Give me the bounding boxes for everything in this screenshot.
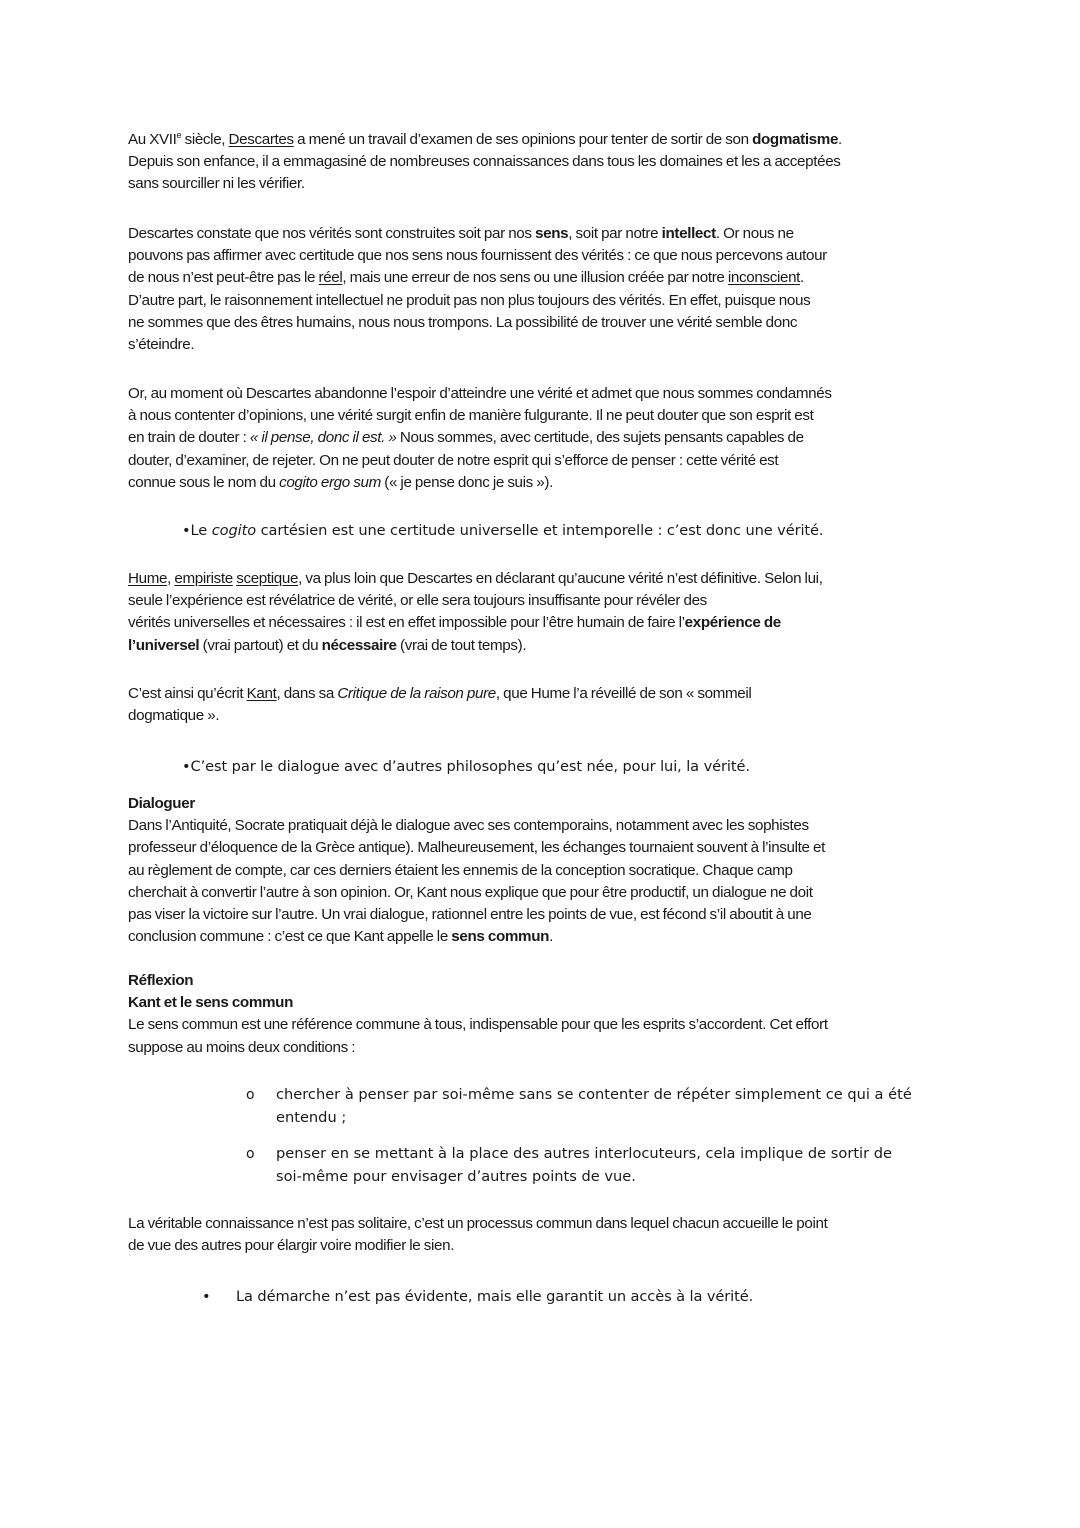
text: , dans sa [276, 685, 338, 702]
underlined-term: Kant [246, 685, 277, 702]
text-line: La véritable connaissance n’est pas solitaire, c’est un processus commun dans lequel chacun accueille le point [128, 1215, 828, 1232]
text-line: penser en se mettant à la place des autres interlocuteurs, cela implique de sortir de [276, 1145, 892, 1162]
paragraph-kant-critique [128, 683, 958, 727]
italic-quote: « il pense, donc il est. » [249, 429, 397, 447]
text: vérités universelles et nécessaires : il est en effet impossible pour l’être humain de faire l’ [128, 614, 685, 632]
paragraph-conclusion [128, 1213, 958, 1257]
text-line: soi-même pour envisager d’autres points de vue. [276, 1167, 636, 1185]
text: siècle, [181, 131, 229, 148]
section-heading: Dialoguer [128, 795, 195, 812]
paragraph-cogito [128, 383, 958, 494]
text: C’est par le dialogue avec d’autres philosophes qu’est née, pour lui, la vérité. [190, 758, 750, 775]
underlined-term: réel [318, 269, 343, 287]
text: . [838, 131, 842, 148]
text-line: pouvons pas affirmer avec certitude que nos sens nous fournissent des vérités : ce que nous percevons autour [128, 247, 827, 265]
text-line: suppose au moins deux conditions : [128, 1038, 356, 1056]
text-line: sans sourciller ni les vérifier. [128, 175, 305, 193]
underlined-term: Hume [128, 570, 168, 587]
bold-term: dogmatisme [752, 131, 839, 148]
text: connue sous le nom du [128, 473, 280, 491]
paragraph-sens-intellect [128, 223, 958, 356]
condition-item [246, 1143, 892, 1188]
text-line: douter, d’examiner, de rejeter. On ne peut douter de notre esprit qui s’efforce de penser : cette vérité est [128, 451, 779, 469]
italic-term: cogito ergo sum [279, 473, 381, 491]
bold-term: intellect [661, 225, 716, 242]
bold-term: sens commun [451, 928, 550, 946]
text: en train de douter : [128, 429, 250, 447]
hollow-bullet-icon: o [246, 1087, 255, 1103]
section-reflexion [128, 970, 958, 1059]
bullet-icon: • [182, 522, 191, 539]
text-line: à nous contenter d’opinions, une vérité surgit enfin de manière fulgurante. Il ne peut douter que son esprit est [128, 407, 814, 425]
bold-term: l’universel [128, 636, 200, 654]
hollow-bullet-icon: o [246, 1146, 255, 1162]
text: cartésien est une certitude universelle et intemporelle : c’est donc une vérité. [256, 522, 824, 539]
italic-book-title: Critique de la raison pure [337, 685, 496, 702]
text-line: seule l’expérience est révélatrice de vérité, or elle sera toujours insuffisante pour révéler des [128, 592, 707, 610]
text: , mais une erreur de nos sens ou une illusion créée par notre [342, 269, 728, 287]
bullet-icon: • [182, 758, 191, 775]
text: , va plus loin que Descartes en déclarant qu’aucune vérité n’est définitive. Selon lui, [298, 570, 823, 587]
underlined-term: inconscient [727, 269, 801, 287]
text-line: Le sens commun est une référence commune à tous, indispensable pour que les esprits s’accordent. Cet effort [128, 1016, 828, 1034]
bullet-demarche [202, 1286, 753, 1308]
condition-item [246, 1084, 912, 1129]
text: conclusion commune : c’est ce que Kant appelle le [128, 928, 452, 946]
text: Au XVII [128, 131, 177, 148]
text-line: cherchait à convertir l’autre à son opinion. Or, Kant nous explique que pour être productif, un dialogue ne doit [128, 883, 813, 901]
text: (vrai de tout temps). [396, 636, 527, 654]
text-line: professeur d’éloquence de la Grèce antique). Malheureusement, les échanges tournaient souvent à l’insulte et [128, 839, 825, 857]
text-line: de vue des autres pour élargir voire modifier le sien. [128, 1237, 455, 1255]
section-dialoguer [128, 793, 958, 948]
paragraph-hume [128, 568, 958, 657]
section-subheading: Kant et le sens commun [128, 994, 294, 1012]
text-line: D’autre part, le raisonnement intellectuel ne produit pas non plus toujours des vérités. En effet, puisque nous [128, 291, 811, 309]
text: La démarche n’est pas évidente, mais elle garantit un accès à la vérité. [236, 1288, 754, 1305]
underlined-term: empiriste [174, 570, 233, 587]
text: de nous n’est peut-être pas le [128, 269, 319, 287]
text-line: ne sommes que des êtres humains, nous nous trompons. La possibilité de trouver une vérité semble donc [128, 313, 798, 331]
text-line: Depuis son enfance, il a emmagasiné de nombreuses connaissances dans tous les domaines et les a acceptées [128, 153, 841, 171]
bold-term: sens [535, 225, 569, 242]
paragraph-descartes-intro [128, 129, 958, 196]
text-line: Or, au moment où Descartes abandonne l’espoir d’atteindre une vérité et admet que nous sommes condamnés [128, 385, 832, 402]
text-line: pas viser la victoire sur l’autre. Un vrai dialogue, rationnel entre les points de vue, est fécond s’il aboutit à une [128, 906, 812, 924]
text: . [800, 269, 804, 287]
text-line: au règlement de compte, car ces derniers étaient les ennemis de la conception socratique. Chaque camp [128, 861, 793, 879]
superscript: e [176, 130, 182, 140]
text: . [549, 928, 553, 946]
bold-term: expérience de [684, 614, 781, 632]
text: C’est ainsi qu’écrit [128, 685, 247, 702]
text: (« je pense donc je suis »). [380, 473, 553, 491]
bullet-dialogue [182, 756, 750, 778]
bullet-cogito [182, 520, 823, 542]
text-line: Dans l’Antiquité, Socrate pratiquait déjà le dialogue avec ses contemporains, notamment avec les sophistes [128, 817, 809, 835]
text: , [167, 570, 175, 587]
text-line: chercher à penser par soi-même sans se contenter de répéter simplement ce qui a été [276, 1086, 912, 1103]
text: Le [190, 522, 212, 539]
text: (vrai partout) et du [199, 636, 322, 654]
text: . Or nous ne [715, 225, 794, 242]
underlined-term: Descartes [228, 131, 294, 148]
underlined-term: sceptique [236, 570, 299, 587]
text: , que Hume l’a réveillé de son « sommeil [495, 685, 752, 702]
bullet-icon: • [202, 1288, 211, 1305]
text-line: dogmatique ». [128, 707, 220, 725]
text-line: s’éteindre. [128, 336, 195, 354]
italic-term: cogito [211, 522, 257, 539]
text: a mené un travail d’examen de ses opinions pour tenter de sortir de son [293, 131, 753, 148]
section-heading: Réflexion [128, 972, 194, 989]
text: Descartes constate que nos vérités sont construites soit par nos [128, 225, 536, 242]
text-line: entendu ; [276, 1108, 347, 1126]
text: Nous sommes, avec certitude, des sujets pensants capables de [396, 429, 804, 447]
bold-term: nécessaire [321, 636, 397, 654]
text: , soit par notre [568, 225, 662, 242]
